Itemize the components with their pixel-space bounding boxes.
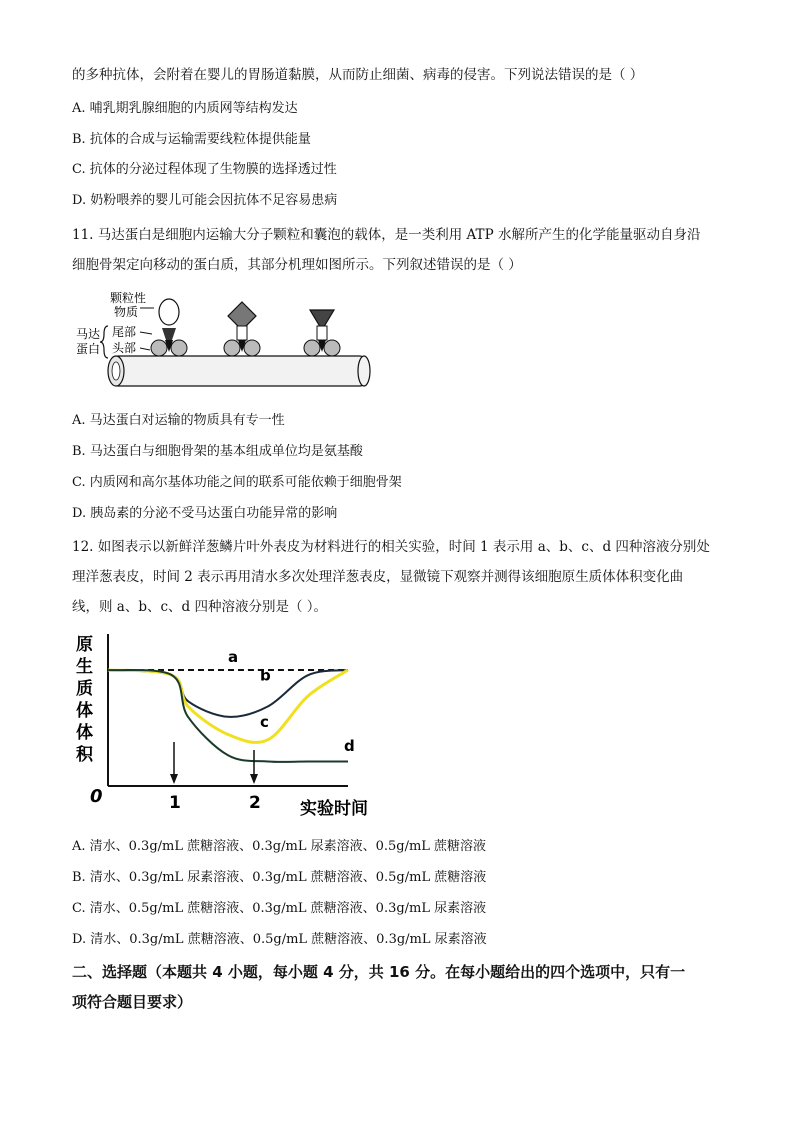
y-label-char: 生 bbox=[76, 657, 93, 677]
pointer-head bbox=[140, 348, 150, 350]
series-label-d: d bbox=[344, 737, 355, 756]
time-marker-arrowhead-2 bbox=[250, 774, 258, 784]
motor-head bbox=[171, 340, 187, 356]
pointer-tail bbox=[140, 332, 152, 334]
protoplast-volume-chart bbox=[72, 626, 402, 826]
label-motor-1: 马达 bbox=[76, 327, 101, 341]
q12-stem-line2: 理洋葱表皮，时间 2 表示再用清水多次处理洋葱表皮，显微镜下观察并测得该细胞原生质体体积变化曲 bbox=[72, 569, 684, 585]
motor-head bbox=[324, 340, 340, 356]
q11-option-b: B. 马达蛋白与细胞骨架的基本组成单位均是氨基酸 bbox=[72, 444, 363, 459]
q11-option-a: A. 马达蛋白对运输的物质具有专一性 bbox=[72, 413, 285, 428]
q12-option-c: C. 清水、0.5g/mL 蔗糖溶液、0.3g/mL 蔗糖溶液、0.3g/mL 尿素溶液 bbox=[72, 901, 487, 916]
q12-stem-line3: 线，则 a、b、c、d 四种溶液分别是（ ）。 bbox=[72, 599, 328, 615]
cargo-round bbox=[159, 299, 179, 325]
series-label-c: c bbox=[260, 713, 269, 732]
q10-option-d: D. 奶粉喂养的婴儿可能会因抗体不足容易患病 bbox=[72, 193, 338, 208]
motor-tail bbox=[237, 326, 247, 340]
q10-option-c: C. 抗体的分泌过程体现了生物膜的选择透过性 bbox=[72, 162, 337, 177]
label-granular-1: 颗粒性 bbox=[110, 291, 147, 305]
label-tail: 尾部 bbox=[112, 325, 137, 339]
series-line-c bbox=[108, 670, 348, 742]
motor-protein-1 bbox=[151, 299, 187, 356]
cytoskeleton-filament bbox=[108, 356, 370, 386]
y-label-char: 体 bbox=[76, 723, 93, 743]
series-label-b: b bbox=[260, 666, 271, 685]
origin-label: 0 bbox=[90, 786, 103, 807]
y-label-char: 体 bbox=[76, 701, 93, 721]
y-label-char: 质 bbox=[76, 679, 93, 699]
x-tick-label-2: 2 bbox=[249, 793, 261, 813]
series-label-a: a bbox=[228, 648, 239, 666]
motor-protein-2 bbox=[224, 302, 260, 356]
q11-stem-line1: 11. 马达蛋白是细胞内运输大分子颗粒和囊泡的载体，是一类利用 ATP 水解所产生的化学能量驱动自身沿 bbox=[72, 227, 701, 243]
y-label-char: 原 bbox=[76, 635, 93, 655]
q11-option-d: D. 胰岛素的分泌不受马达蛋白功能异常的影响 bbox=[72, 506, 338, 521]
label-head: 头部 bbox=[112, 341, 137, 355]
q11-stem-line2: 细胞骨架定向移动的蛋白质，其部分机理如图所示。下列叙述错误的是（ ） bbox=[72, 257, 522, 273]
motor-protein-figure bbox=[72, 286, 372, 396]
motor-brace bbox=[100, 326, 108, 358]
q12-stem-line1: 12. 如图表示以新鲜洋葱鳞片叶外表皮为材料进行的相关实验，时间 1 表示用 a、b、c、d 四种溶液分别处 bbox=[72, 539, 710, 555]
q12-option-d: D. 清水、0.3g/mL 蔗糖溶液、0.5g/mL 蔗糖溶液、0.3g/mL 尿素溶液 bbox=[72, 932, 487, 947]
motor-head bbox=[151, 340, 167, 356]
q12-option-b: B. 清水、0.3g/mL 尿素溶液、0.3g/mL 蔗糖溶液、0.5g/mL 蔗糖溶液 bbox=[72, 870, 487, 885]
q10-option-a: A. 哺乳期乳腺细胞的内质网等结构发达 bbox=[72, 101, 298, 116]
y-axis-label bbox=[76, 634, 94, 765]
motor-tail bbox=[317, 326, 327, 340]
q10-stem-tail: 的多种抗体，会附着在婴儿的胃肠道黏膜，从而防止细菌、病毒的侵害。下列说法错误的是（ ） bbox=[72, 67, 644, 83]
motor-head bbox=[244, 340, 260, 356]
motor-head bbox=[224, 340, 240, 356]
section2-heading-line2: 项符合题目要求） bbox=[72, 993, 193, 1011]
q10-option-b: B. 抗体的合成与运输需要线粒体提供能量 bbox=[72, 132, 311, 147]
q12-option-a: A. 清水、0.3g/mL 蔗糖溶液、0.3g/mL 尿素溶液、0.5g/mL 蔗糖溶液 bbox=[72, 839, 487, 854]
time-marker-arrowhead-1 bbox=[170, 774, 178, 784]
label-motor-2: 蛋白 bbox=[76, 342, 101, 356]
y-label-char: 积 bbox=[76, 745, 93, 765]
motor-protein-3 bbox=[304, 310, 340, 356]
label-granular-2: 物质 bbox=[114, 305, 139, 319]
motor-tail bbox=[162, 328, 176, 340]
motor-head bbox=[304, 340, 320, 356]
section2-heading-line1: 二、选择题（本题共 4 小题，每小题 4 分，共 16 分。在每小题给出的四个选项中，只有一 bbox=[72, 963, 686, 981]
x-axis-label: 实验时间 bbox=[300, 799, 368, 819]
q11-option-c: C. 内质网和高尔基体功能之间的联系可能依赖于细胞骨架 bbox=[72, 475, 402, 490]
x-tick-label-1: 1 bbox=[169, 793, 181, 813]
